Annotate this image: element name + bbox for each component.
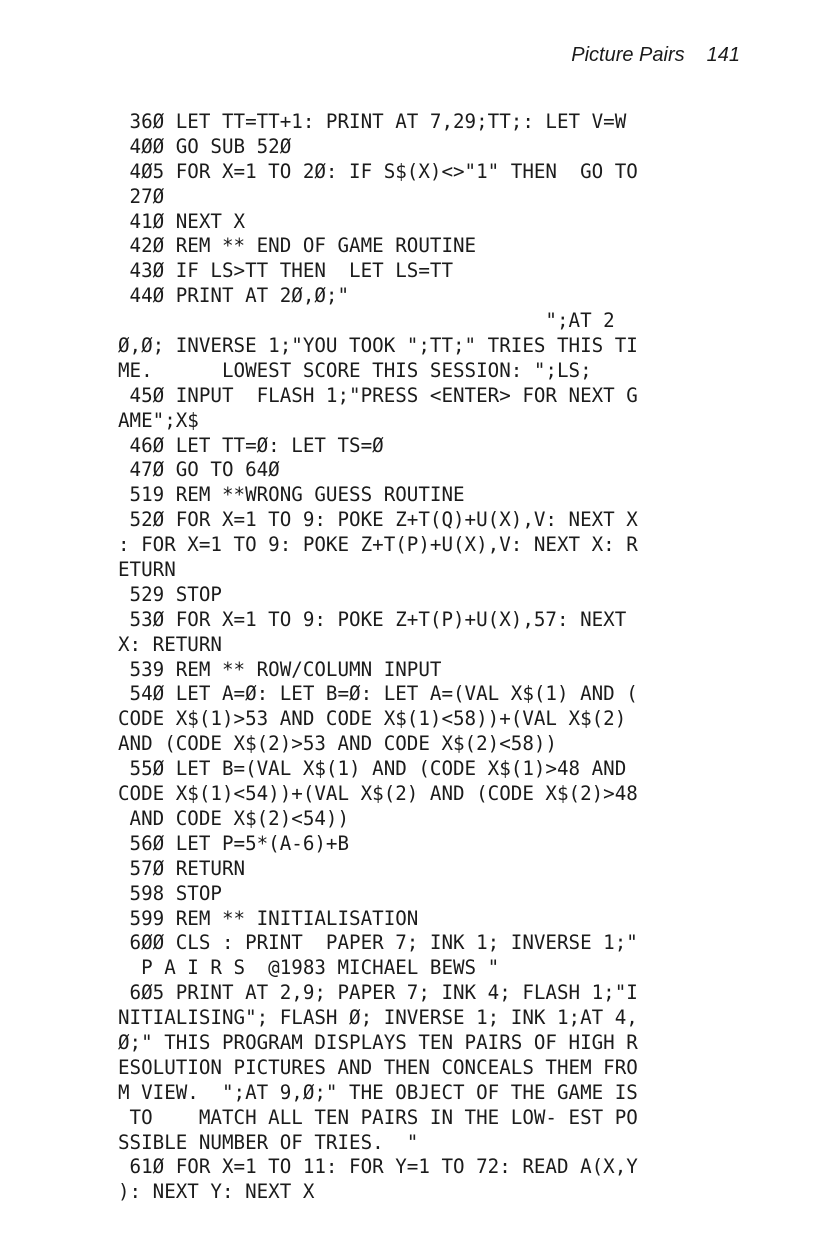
code-line: TO MATCH ALL TEN PAIRS IN THE LOW- EST PO <box>118 1105 638 1129</box>
code-line: ESOLUTION PICTURES AND THEN CONCEALS THEM FRO <box>118 1055 638 1079</box>
code-line: Ø;" THIS PROGRAM DISPLAYS TEN PAIRS OF HIGH R <box>118 1030 638 1054</box>
code-line: AND (CODE X$(2)>53 AND CODE X$(2)<58)) <box>118 732 557 756</box>
code-line: AME";X$ <box>118 408 199 432</box>
code-line: ME. LOWEST SCORE THIS SESSION: ";LS; <box>118 358 592 382</box>
code-line: 57Ø RETURN <box>118 856 246 880</box>
code-line: 41Ø NEXT X <box>118 209 246 233</box>
code-line: 598 STOP <box>118 881 222 905</box>
code-line: 61Ø FOR X=1 TO 11: FOR Y=1 TO 72: READ A(X,Y <box>118 1155 638 1179</box>
code-line: ETURN <box>118 558 176 582</box>
code-line: 4Ø5 FOR X=1 TO 2Ø: IF S$(X)<>"1" THEN GO TO <box>118 159 638 183</box>
running-title: Picture Pairs <box>571 44 685 66</box>
code-line: 6ØØ CLS : PRINT PAPER 7; INK 1; INVERSE 1;" <box>118 931 638 955</box>
code-line: AND CODE X$(2)<54)) <box>118 806 350 830</box>
code-line: ): NEXT Y: NEXT X <box>118 1180 315 1204</box>
code-line: 47Ø GO TO 64Ø <box>118 458 280 482</box>
code-line: 46Ø LET TT=Ø: LET TS=Ø <box>118 433 384 457</box>
code-line: 4ØØ GO SUB 52Ø <box>118 134 292 158</box>
code-line: 539 REM ** ROW/COLUMN INPUT <box>118 657 442 681</box>
code-line: 6Ø5 PRINT AT 2,9; PAPER 7; INK 4; FLASH 1;"I <box>118 981 638 1005</box>
code-line: 42Ø REM ** END OF GAME ROUTINE <box>118 234 477 258</box>
program-listing <box>118 110 758 1205</box>
code-line: 54Ø LET A=Ø: LET B=Ø: LET A=(VAL X$(1) AND ( <box>118 682 638 706</box>
code-line: 519 REM **WRONG GUESS ROUTINE <box>118 483 465 507</box>
code-line: CODE X$(1)<54))+(VAL X$(2) AND (CODE X$(2)>48 <box>118 782 638 806</box>
code-line: X: RETURN <box>118 632 222 656</box>
code-line: 53Ø FOR X=1 TO 9: POKE Z+T(P)+U(X),57: NEXT <box>118 607 627 631</box>
code-line: NITIALISING"; FLASH Ø; INVERSE 1; INK 1;AT 4, <box>118 1006 638 1030</box>
code-line: M VIEW. ";AT 9,Ø;" THE OBJECT OF THE GAME IS <box>118 1080 638 1104</box>
code-line: SSIBLE NUMBER OF TRIES. " <box>118 1130 419 1154</box>
code-line: ";AT 2 <box>118 309 615 333</box>
code-line: 599 REM ** INITIALISATION <box>118 906 419 930</box>
code-line: 529 STOP <box>118 582 222 606</box>
code-line: 43Ø IF LS>TT THEN LET LS=TT <box>118 259 454 283</box>
code-line: CODE X$(1)>53 AND CODE X$(1)<58))+(VAL X$(2) <box>118 707 627 731</box>
code-line: 36Ø LET TT=TT+1: PRINT AT 7,29;TT;: LET V=W <box>118 110 627 133</box>
code-line: 27Ø <box>118 184 165 208</box>
code-line: : FOR X=1 TO 9: POKE Z+T(P)+U(X),V: NEXT X: R <box>118 533 638 557</box>
code-line: 55Ø LET B=(VAL X$(1) AND (CODE X$(1)>48 AND <box>118 757 627 781</box>
code-line: Ø,Ø; INVERSE 1;"YOU TOOK ";TT;" TRIES THIS TI <box>118 334 638 358</box>
code-line: 44Ø PRINT AT 2Ø,Ø;" <box>118 284 350 308</box>
page-number: 141 <box>706 44 740 66</box>
code-line: 45Ø INPUT FLASH 1;"PRESS <ENTER> FOR NEXT G <box>118 383 638 407</box>
code-line: 52Ø FOR X=1 TO 9: POKE Z+T(Q)+U(X),V: NEXT X <box>118 508 638 532</box>
code-line: 56Ø LET P=5*(A-6)+B <box>118 831 350 855</box>
code-line: P A I R S @1983 MICHAEL BEWS " <box>118 956 500 980</box>
page-header <box>571 44 740 67</box>
